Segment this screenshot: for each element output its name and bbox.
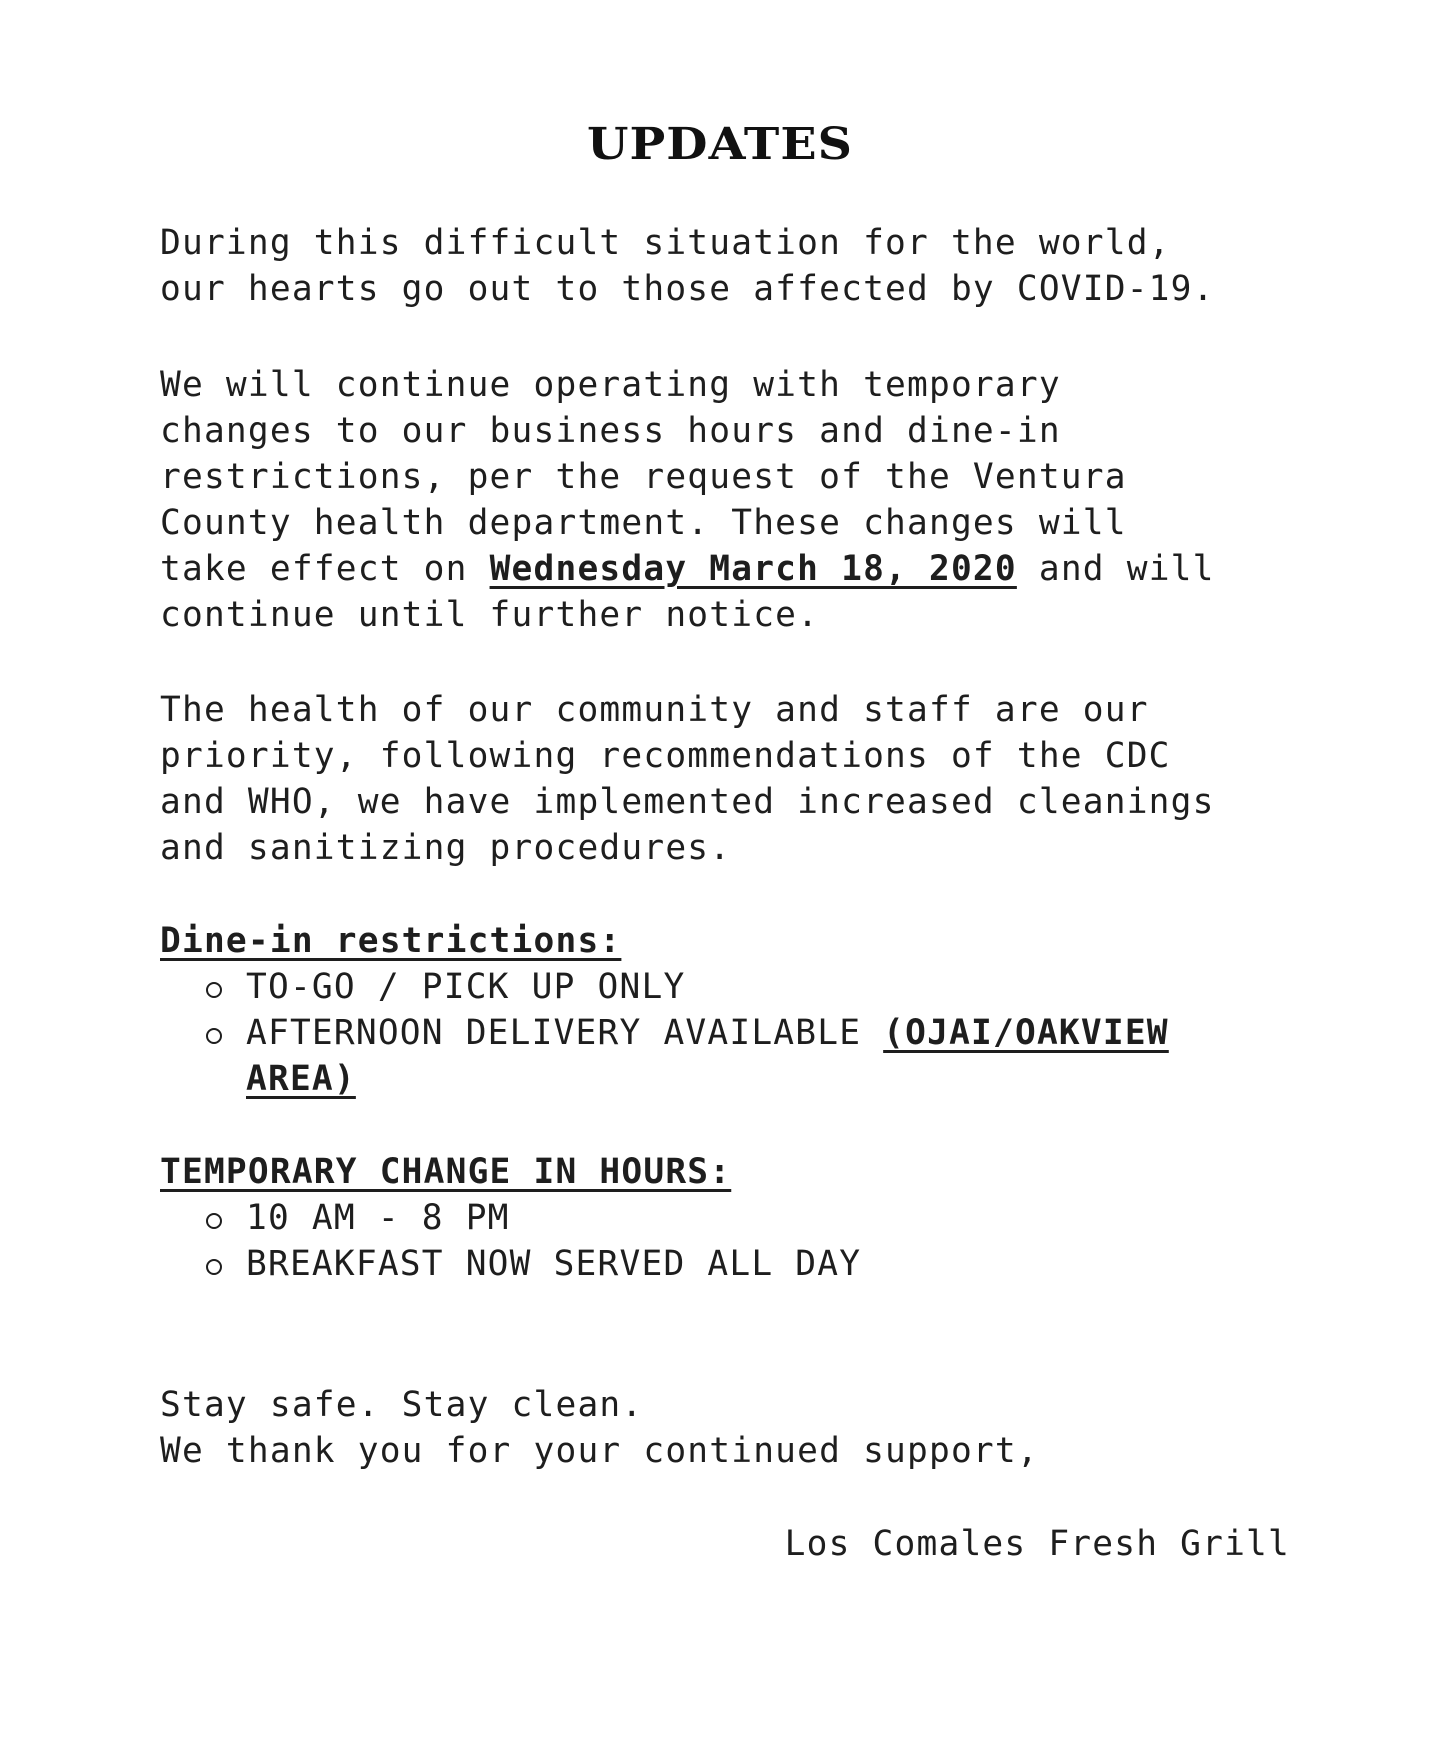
page-title: UPDATES	[586, 119, 854, 170]
operations-line: changes to our business hours and dine-in	[160, 411, 1061, 451]
health-line: The health of our community and staff are our	[160, 690, 1149, 730]
circle-bullet-icon	[206, 1028, 222, 1044]
health-line: and WHO, we have implemented increased cleanings	[160, 782, 1215, 822]
health-line: and sanitizing procedures.	[160, 828, 732, 868]
closing-line: We thank you for your continued support,	[160, 1431, 1039, 1471]
operations-line: take effect on	[160, 549, 490, 589]
closing-line: Stay safe. Stay clean.	[160, 1385, 644, 1425]
hours-heading: TEMPORARY CHANGE IN HOURS:	[160, 1152, 732, 1192]
operations-line: County health department. These changes will	[160, 503, 1127, 543]
list-item	[200, 1010, 1169, 1102]
closing-paragraph	[160, 1382, 1320, 1474]
intro-paragraph	[160, 220, 1320, 312]
operations-paragraph	[160, 362, 1320, 638]
hours-list	[200, 1195, 861, 1287]
dine-in-heading: Dine-in restrictions:	[160, 921, 622, 961]
delivery-area: (OJAI/OAKVIEW	[883, 1013, 1169, 1053]
list-item	[200, 1241, 861, 1287]
list-item-text: BREAKFAST NOW SERVED ALL DAY	[246, 1244, 862, 1284]
list-item-text: TO-GO / PICK UP ONLY	[246, 967, 686, 1007]
health-line: priority, following recommendations of the CDC	[160, 736, 1171, 776]
effective-date: Wednesday March 18, 2020	[489, 549, 1017, 589]
circle-bullet-icon	[206, 982, 222, 998]
operations-line: restrictions, per the request of the Ventura	[160, 457, 1127, 497]
list-item	[200, 1195, 861, 1241]
intro-line: During this difficult situation for the world,	[160, 223, 1171, 263]
intro-line: our hearts go out to those affected by COVID-19.	[160, 269, 1215, 309]
operations-line: continue until further notice.	[160, 595, 820, 635]
list-item	[200, 964, 1169, 1010]
delivery-area: AREA)	[246, 1059, 356, 1099]
list-item-text: 10 AM - 8 PM	[246, 1198, 510, 1238]
circle-bullet-icon	[206, 1213, 222, 1229]
operations-line: We will continue operating with temporary	[160, 365, 1061, 405]
health-paragraph	[160, 687, 1320, 871]
circle-bullet-icon	[206, 1259, 222, 1275]
operations-line: and will	[1016, 549, 1215, 589]
signature: Los Comales Fresh Grill	[784, 1524, 1290, 1564]
dine-in-list	[200, 964, 1169, 1102]
list-item-text: AFTERNOON DELIVERY AVAILABLE	[246, 1013, 884, 1053]
